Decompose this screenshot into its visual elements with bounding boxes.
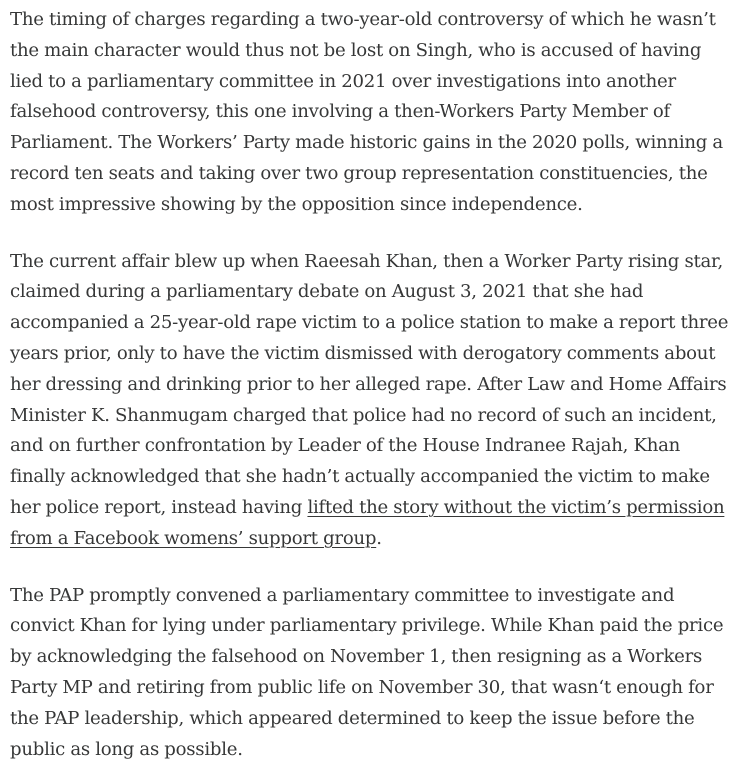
facebook-support-group-link[interactable]: lifted the story without the victim’s permission from a Facebook womens’ support group <box>10 496 725 549</box>
paragraph-2 <box>10 247 736 555</box>
paragraph-3: The PAP promptly convened a parliamentary committee to investigate and convict Khan for lying under parliamentary privilege. While Khan paid the price by acknowledging the falsehood on November 1, then resigning as a Workers Party MP and retiring from public life on November 30, that wasn‘t enough for the PAP leadership, which appeared determined to keep the issue before the public as long as possible. <box>10 584 724 760</box>
paragraph-1: The timing of charges regarding a two-year-old controversy of which he wasn’t the main character would thus not be lost on Singh, who is accused of having lied to a parliamentary committee in 2021 over investigations into another falsehood controversy, this one involving a then-Workers Party Member of Parliament. The Workers’ Party made historic gains in the 2020 polls, winning a record ten seats and taking over two group representation constituencies, the most impressive showing by the opposition since independence. <box>10 9 723 215</box>
paragraph-2-end: . <box>376 527 382 549</box>
paragraph-2-text: The current affair blew up when Raeesah Khan, then a Worker Party rising star, claimed during a parliamentary debate on August 3, 2021 that she had accompanied a 25-year-old rape victim to a police station to make a report three years prior, only to have the victim dismissed with derogatory comments about her dressing and drinking prior to her alleged rape. After Law and Home Affairs Minister K. Shanmugam charged that police had no record of such an incident, and on further confrontation by Leader of the House Indranee Rajah, Khan finally acknowledged that she hadn’t actually accompanied the victim to make her police report, instead having <box>10 250 729 518</box>
